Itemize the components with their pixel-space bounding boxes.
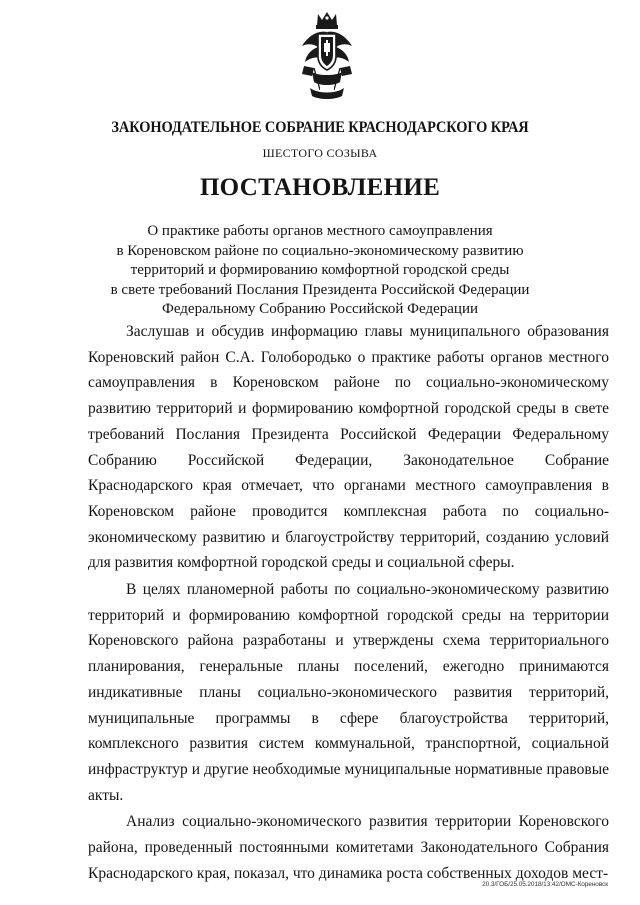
body-paragraph: В целях планомерной работы по социально-экономическому развитию территорий и формированию комфортной городской среды на территории Кореновского района разработаны и утверждены схема территориального планирования, генеральные планы поселений, ежегодно принимаются индикативные планы социально-экономического развития территорий, муниципальные программы в сфере благоустройства территорий, комплексного развития систем коммунальной, транспортной, социальной инфраструктур и другие необходимые муниципальные нормативные правовые акты. [88,581,609,804]
subject-line: О практике работы органов местного самоуправления [147,223,493,239]
document-type-heading: ПОСТАНОВЛЕНИЕ [199,174,441,201]
body-paragraph: Заслушав и обсудив информацию главы муниципального образования Кореновский район С.А. Голобородько о практике работы органов местного самоуправления в Кореновском районе по социально-экономическому развитию территорий и формированию комфортной городской среды в свете требований Послания Президента Российской Федерации Федеральному Собранию Российской Федерации, Законодательное Собрание Краснодарского края отмечает, что органами местного самоуправления в Кореновском районе проводится комплексная работа по социально-экономическому развитию и благоустройству территорий, созданию условий для развития комфортной городской среды и социальной сферы. [88,323,609,572]
subject-line: в свете требований Послания Президента Российской Федерации [110,281,530,298]
resolution-body [88,319,609,887]
subject-line: в Кореновском районе по социально-экономическому развитию [116,242,524,259]
coat-of-arms-emblem [296,10,358,102]
document-registration-code: 20.3/ГОБ/25.05.2018/13:42/ОМС-Кореновск [482,881,608,888]
crown-shield-icon [296,10,358,102]
organization-title: ЗАКОНОДАТЕЛЬНОЕ СОБРАНИЕ КРАСНОДАРСКОГО КРАЯ [111,119,529,136]
resolution-subject [0,222,640,320]
convocation-label: ШЕСТОГО СОЗЫВА [262,146,378,160]
subject-line: Федеральному Собранию Российской Федерации [161,301,479,317]
subject-line: территорий и формированию комфортной городской среды [130,262,510,278]
body-paragraph: Анализ социально-экономического развития территории Кореновского района, проведенный постоянными комитетами Законодательного Собрания Краснодарского края, показал, что динамика роста собственных доходов мест- [88,813,609,882]
